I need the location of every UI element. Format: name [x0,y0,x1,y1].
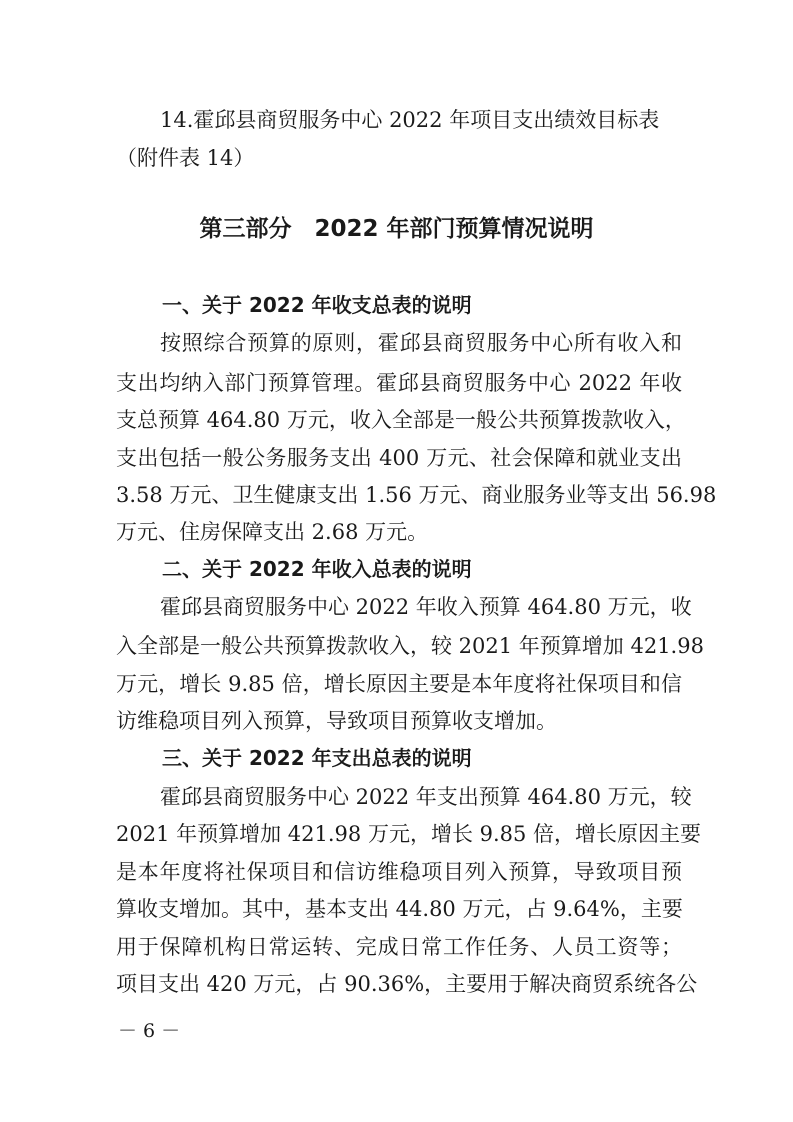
paragraph-line: 霍邱县商贸服务中心 2022 年支出预算 464.80 万元，较 [160,785,692,809]
paragraph-line: 万元、住房保障支出 2.68 万元。 [116,520,429,544]
paragraph-line: 3.58 万元、卫生健康支出 1.56 万元、商业服务业等支出 56.98 [116,483,717,507]
page-number: － 6 － [118,1020,181,1042]
paragraph-line: 项目支出 420 万元，占 90.36%，主要用于解决商贸系统各公 [116,972,698,996]
paragraph-line: 万元，增长 9.85 倍，增长原因主要是本年度将社保项目和信 [116,672,682,696]
attachment-item-line-1: 14.霍邱县商贸服务中心 2022 年项目支出绩效目标表 [160,108,660,132]
attachment-item-line-2: （附件表 14） [116,146,255,170]
paragraph-line: 是本年度将社保项目和信访维稳项目列入预算，导致项目预 [116,860,682,884]
section-heading-3: 三、关于 2022 年支出总表的说明 [162,746,472,770]
part-title: 第三部分 2022 年部门预算情况说明 [199,216,594,242]
paragraph-line: 按照综合预算的原则，霍邱县商贸服务中心所有收入和 [160,331,682,355]
paragraph-line: 支出包括一般公务服务支出 400 万元、社会保障和就业支出 [116,446,682,470]
paragraph-line: 入全部是一般公共预算拨款收入，较 2021 年预算增加 421.98 [116,634,704,658]
paragraph-line: 支总预算 464.80 万元，收入全部是一般公共预算拨款收入， [116,408,686,432]
section-heading-2: 二、关于 2022 年收入总表的说明 [162,557,472,581]
section-heading-1: 一、关于 2022 年收支总表的说明 [162,293,472,317]
paragraph-line: 用于保障机构日常运转、完成日常工作任务、人员工资等； [116,935,682,959]
paragraph-line: 霍邱县商贸服务中心 2022 年收入预算 464.80 万元，收 [160,595,692,619]
paragraph-line: 支出均纳入部门预算管理。霍邱县商贸服务中心 2022 年收 [116,371,682,395]
paragraph-line: 访维稳项目列入预算，导致项目预算收支增加。 [116,709,557,733]
paragraph-line: 算收支增加。其中，基本支出 44.80 万元，占 9.64%，主要 [116,897,683,921]
paragraph-line: 2021 年预算增加 421.98 万元，增长 9.85 倍，增长原因主要 [116,822,702,846]
